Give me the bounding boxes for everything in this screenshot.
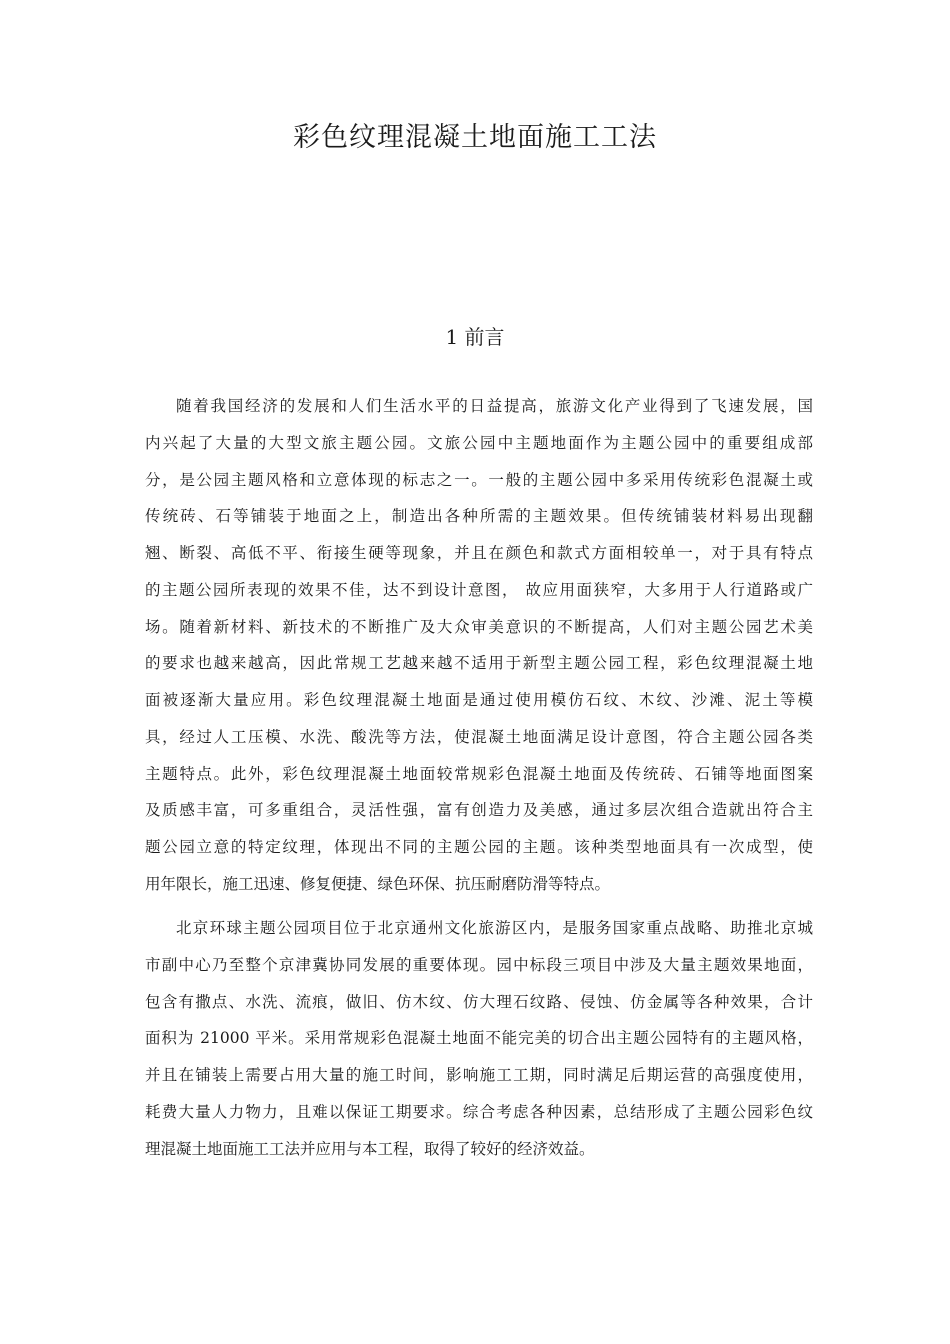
- document-title: 彩色纹理混凝土地面施工工法: [293, 122, 657, 153]
- paragraph-line: 用年限长，施工迅速、修复便捷、绿色环保、抗压耐磨防滑等特点。: [145, 874, 611, 893]
- paragraph-line: 北京环球主题公园项目位于北京通州文化旅游区内，是服务国家重点战略、助推北京城: [176, 919, 813, 937]
- paragraph-line: 理混凝土地面施工工法并应用与本工程，取得了较好的经济效益。: [145, 1139, 595, 1158]
- paragraph-line: 市副中心乃至整个京津冀协同发展的重要体现。园中标段三项目中涉及大量主题效果地面，: [145, 955, 813, 974]
- paragraph-2: [145, 910, 813, 1167]
- paragraph-line: 分，是公园主题风格和立意体现的标志之一。一般的主题公园中多采用传统彩色混凝土或: [145, 470, 813, 489]
- paragraph-1: [145, 388, 813, 903]
- paragraph-line: 翘、断裂、高低不平、衔接生硬等现象，并且在颜色和款式方面相较单一，对于具有特点: [145, 544, 813, 562]
- paragraph-line: 传统砖、石等铺装于地面之上，制造出各种所需的主题效果。但传统铺装材料易出现翻: [145, 507, 813, 526]
- paragraph-line: 及质感丰富，可多重组合，灵活性强，富有创造力及美感，通过多层次组合造就出符合主: [145, 801, 813, 820]
- paragraph-line: 具，经过人工压模、水洗、酸洗等方法，使混凝土地面满足设计意图，符合主题公园各类: [145, 727, 813, 746]
- paragraph-line: 题公园立意的特定纹理，体现出不同的主题公园的主题。该种类型地面具有一次成型，使: [145, 838, 813, 856]
- paragraph-line: 的要求也越来越高，因此常规工艺越来越不适用于新型主题公园工程，彩色纹理混凝土地: [145, 654, 813, 673]
- paragraph-line: 场。随着新材料、新技术的不断推广及大众审美意识的不断提高，人们对主题公园艺术美: [145, 617, 813, 636]
- paragraph-line: 主题特点。此外，彩色纹理混凝土地面较常规彩色混凝土地面及传统砖、石铺等地面图案: [145, 764, 813, 783]
- paragraph-line: 面积为 21000 平米。采用常规彩色混凝土地面不能完美的切合出主题公园特有的主题风格，: [145, 1029, 813, 1048]
- paragraph-line: 面被逐渐大量应用。彩色纹理混凝土地面是通过使用模仿石纹、木纹、沙滩、泥土等模: [145, 691, 813, 709]
- paragraph-line: 耗费大量人力物力，且难以保证工期要求。综合考虑各种因素，总结形成了主题公园彩色纹: [145, 1102, 813, 1121]
- section-heading: 1 前言: [445, 325, 505, 349]
- paragraph-line: 并且在铺装上需要占用大量的施工时间，影响施工工期，同时满足后期运营的高强度使用，: [145, 1066, 813, 1084]
- paragraph-line: 随着我国经济的发展和人们生活水平的日益提高，旅游文化产业得到了飞速发展，国: [176, 397, 813, 415]
- paragraph-line: 的主题公园所表现的效果不佳，达不到设计意图， 故应用面狭窄，大多用于人行道路或广: [145, 580, 813, 599]
- paragraph-line: 内兴起了大量的大型文旅主题公园。文旅公园中主题地面作为主题公园中的重要组成部: [145, 433, 813, 452]
- paragraph-line: 包含有撒点、水洗、流痕，做旧、仿木纹、仿大理石纹路、侵蚀、仿金属等各种效果，合计: [145, 992, 813, 1011]
